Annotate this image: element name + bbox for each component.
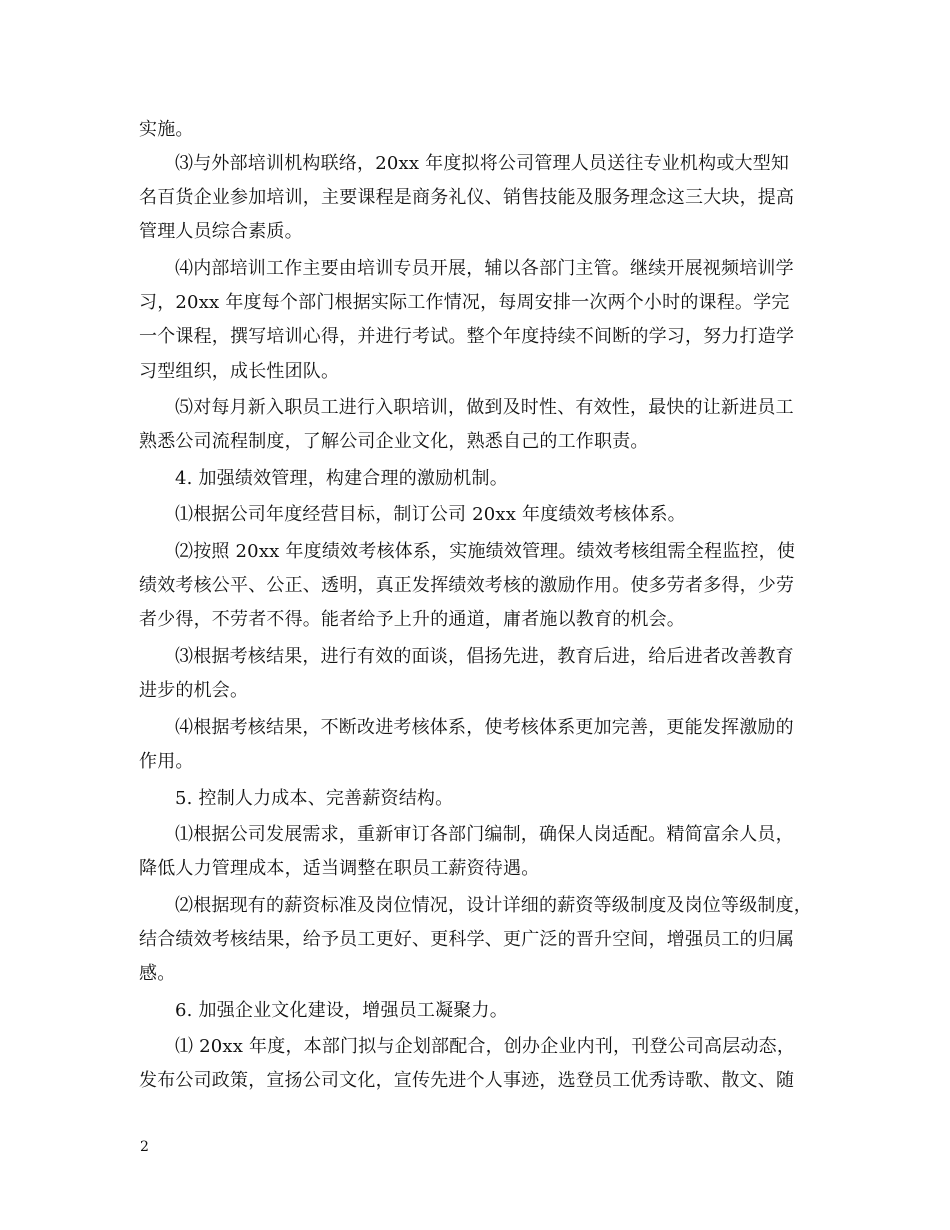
text-line: 进步的机会。 bbox=[139, 680, 249, 701]
text-line: 感。 bbox=[139, 963, 176, 984]
text-line: 习型组织，成长性团队。 bbox=[139, 361, 340, 382]
text-line: 一个课程，撰写培训心得，并进行考试。整个年度持续不间断的学习，努力打造学 bbox=[139, 326, 795, 347]
text-line: 习，20xx 年度每个部门根据实际工作情况，每周安排一次两个小时的课程。学完 bbox=[139, 292, 790, 313]
text-line: 结合绩效考核结果，给予员工更好、更科学、更广泛的晋升空间，增强员工的归属 bbox=[139, 929, 795, 950]
text-line: 实施。 bbox=[139, 119, 194, 140]
text-line: 名百货企业参加培训，主要课程是商务礼仪、销售技能及服务理念这三大块，提高 bbox=[139, 187, 795, 208]
page-number: 2 bbox=[140, 1139, 149, 1155]
section-heading: 5. 控制人力成本、完善薪资结构。 bbox=[175, 788, 454, 809]
text-line: 作用。 bbox=[139, 751, 194, 772]
section-heading: 6. 加强企业文化建设，增强员工凝聚力。 bbox=[175, 1000, 508, 1021]
text-line: ⑴根据公司发展需求，重新审订各部门编制，确保人岗适配。精简富余人员， bbox=[175, 824, 794, 845]
text-line: ⑷内部培训工作主要由培训专员开展，辅以各部门主管。继续开展视频培训学 bbox=[175, 258, 794, 279]
text-line: 者少得，不劳者不得。能者给予上升的通道，庸者施以教育的机会。 bbox=[139, 609, 685, 630]
text-line: ⑶根据考核结果，进行有效的面谈，倡扬先进，教育后进，给后进者改善教育 bbox=[175, 646, 794, 667]
text-line: ⑷根据考核结果，不断改进考核体系，使考核体系更加完善，更能发挥激励的 bbox=[175, 717, 794, 738]
text-line: ⑵根据现有的薪资标准及岗位情况，设计详细的薪资等级制度及岗位等级制度， bbox=[175, 895, 812, 916]
text-line: ⑴ 20xx 年度，本部门拟与企划部配合，创办企业内刊，刊登公司高层动态， bbox=[175, 1036, 796, 1057]
text-line: 绩效考核公平、公正、透明，真正发挥绩效考核的激励作用。使多劳者多得，少劳 bbox=[139, 575, 795, 596]
text-line: 管理人员综合素质。 bbox=[139, 221, 303, 242]
text-line: 降低人力管理成本，适当调整在职员工薪资待遇。 bbox=[139, 858, 540, 879]
text-line: ⑸对每月新入职员工进行入职培训，做到及时性、有效性，最快的让新进员工 bbox=[175, 397, 794, 418]
section-heading: 4. 加强绩效管理，构建合理的激励机制。 bbox=[175, 468, 508, 489]
text-line: 熟悉公司流程制度，了解公司企业文化，熟悉自己的工作职责。 bbox=[139, 431, 649, 452]
text-line: ⑴根据公司年度经营目标，制订公司 20xx 年度绩效考核体系。 bbox=[175, 504, 686, 525]
text-line: 发布公司政策，宣扬公司文化，宣传先进个人事迹，选登员工优秀诗歌、散文、随 bbox=[139, 1070, 795, 1091]
text-line: ⑵按照 20xx 年度绩效考核体系，实施绩效管理。绩效考核组需全程监控，使 bbox=[175, 541, 796, 562]
text-line: ⑶与外部培训机构联络，20xx 年度拟将公司管理人员送往专业机构或大型知 bbox=[175, 153, 790, 174]
